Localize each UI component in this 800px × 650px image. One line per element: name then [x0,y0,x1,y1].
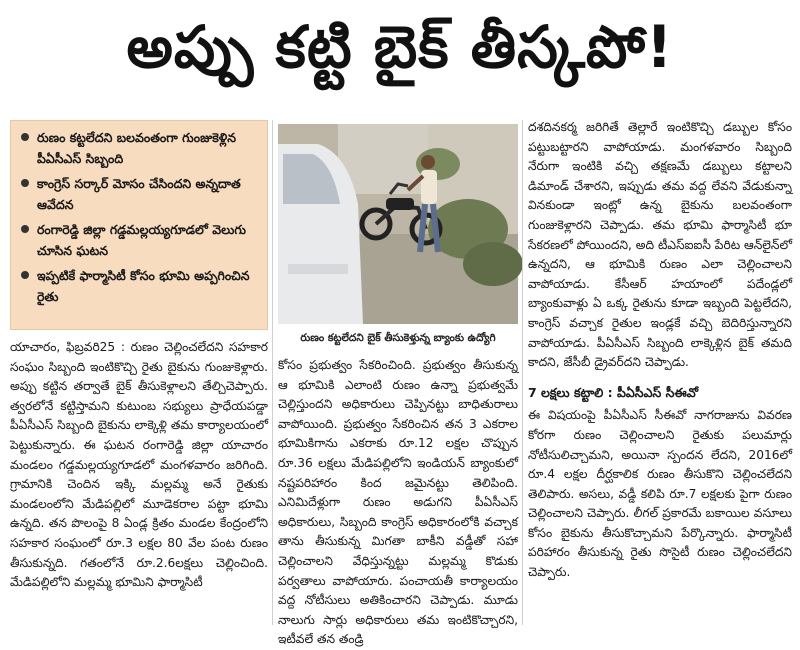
highlight-item [19,127,259,169]
bullet-icon [21,133,29,141]
headline: అప్పు కట్టి బైక్ తీస్కపో! [126,12,674,81]
highlight-item [19,173,259,215]
bullet-icon [21,179,29,187]
article-paragraph: ఈ విషయంపై పీఏసీఎస్ సీఈవో నాగరాజును వివరణ కోరగా రుణం చెల్లించాలని రైతుకు పలుమార్లు నోటీసులిచ్చామని, అయినా స్పందన లేదని, 2016లో రూ.4 లక్షల దీర్ఘకాలిక రుణం తీసుకొని చెల్లించలేదని తెలిపారు. అసలు, వడ్డీ కలిపి రూ.7 లక్షలకు పైగా రుణం చెల్లించాలని చెప్పారు. లీగల్ ప్రకారమే బకాయిల వసూలు కోసం బైకును తీసుకొచ్చామని పేర్కొన్నారు. ఫార్మాసిటీ పరిహారం తీసుకున్న రైతు సొసైటీ రుణం చెల్లించలేదని చెప్పారు. [528,408,792,580]
article-column-left [10,338,268,628]
article-subheading: 7 లక్షలు కట్టాలి : పీఏసీఎస్ సీఈవో [528,384,699,400]
news-photo [278,124,518,324]
column-divider [272,120,273,625]
bullet-icon [21,225,29,233]
highlight-text: కాంగ్రెస్ సర్కార్ మోసం చేసిందని అన్నదాత ఆవేదన [37,176,241,212]
article-column-right [528,118,792,628]
highlight-text: రుణం కట్టలేదని బలవంతంగా గుంజుకెళ్లిన పీఏసీఎస్ సిబ్బంది [37,130,237,166]
photo-caption: రుణం కట్టలేదని బైక్ తీసుకెళ్తున్న బ్యాంకు ఉద్యోగి [300,332,496,344]
column-divider [522,120,523,625]
article-paragraph: దశదినకర్మ జరిగితే తెల్లారే ఇంటికొచ్చి డబ్బుల కోసం పట్టుబట్టారని వాపోయాడు. మంగళవారం సిబ్బంది నేరుగా ఇంటికి వచ్చి తక్షణమే డబ్బులు కట్టాలని డిమాండ్ చేశారని, ఇప్పుడు తమ వద్ద లేవని వేడుకున్నా వినకుండా ఇంట్లో ఉన్న బైకును బలవంతంగా గుంజుకెళ్లారని చెప్పాడు. తమ భూమి ఫార్మాసిటీ భూ సేకరణలో పోయిందని, అది టీఎస్ఐఐసీ పేరిట ఆన్‌లైన్‌లో ఉన్నదని, ఆ భూమికి రుణం ఎలా చెల్లించాలని వాపోయాడు. కేసీఆర్ హయాంలో పదేండ్లలో బ్యాంకువాళ్లు ఏ ఒక్క రైతును కూడా ఇబ్బంది పెట్టలేదని, కాంగ్రెస్ వచ్చాక రైతుల ఇండ్లకే వచ్చి బెదిరిస్తున్నారని వాపోయాడు. పీఏసీఎస్ సిబ్బంది లాక్కెళ్లిన బైక్ తమది కాదని, జేసీబీ డ్రైవర్‌దని చెప్పాడు. [528,120,792,370]
article-column-middle [278,356,518,647]
highlight-item [19,219,259,261]
highlights-box [10,120,268,330]
highlight-text: ఇప్పటికే ఫార్మాసిటీ కోసం భూమి అప్పగించిన రైతు [37,268,250,304]
highlight-item [19,265,259,307]
highlights-list [19,127,259,307]
article-paragraph: కోసం ప్రభుత్వం సేకరించింది. ప్రభుత్వం తీసుకున్న ఆ భూమికి ఎలాంటి రుణం ఉన్నా ప్రభుత్వమే చెల్లిస్తుందని అధికారులు చెప్పినట్టు బాధితురాలు వాపోయింది. ప్రభుత్వం సేకరించిన తన 3 ఎకరాల భూమికిగాను ఎకరాకు రూ.12 లక్షల చొప్పున రూ.36 లక్షలు మేడిపల్లిలోని ఇండియన్ బ్యాంకులో నష్టపరిహారం కింద జమైనట్టు తెలిపింది. ఎనిమిదేళ్లుగా రుణం అడుగని పీఏసీఎస్ అధికారులు, సిబ్బంది కాంగ్రెస్ అధికారంలోకి వచ్చాక తాను తీసుకున్న మిగతా బాకీని వడ్డీతో సహా చెల్లించాలని వేధిస్తున్నట్టు మల్లమ్మ కొడుకు పర్వతాలు వాపోయారు. పంచాయతీ కార్యాలయం వద్ద నోటీసులు అతికించారని చెప్పాడు. మూడు నాలుగు సార్లు అధికారులు తమ ఇంటికొచ్చారని, ఇటీవలే తన తండ్రి [278,358,518,647]
highlight-text: రంగారెడ్డి జిల్లా గడ్డమల్లయ్యగూడలో వెలుగు చూసిన ఘటన [37,222,246,258]
bullet-icon [21,271,29,279]
article-paragraph: యాచారం, ఫిబ్రవరి25 : రుణం చెల్లించలేదని సహకార సంఘం సిబ్బంది ఇంటికొచ్చి రైతు బైకును గుంజుకెళ్లారు. అప్పు కట్టిన తర్వాతే బైక్ తీసుకెళ్లాలని తేల్చిచెప్పారు. త్వరలోనే కట్టిస్తామని కుటుంబ సభ్యులు ప్రాధేయపడ్డా పీఏసీఎస్ సిబ్బంది బైకును లాక్కెళ్లి తమ కార్యాలయంలో పెట్టుకున్నారు. ఈ ఘటన రంగారెడ్డి జిల్లా యాచారం మండలం గడ్డమల్లయ్యగూడలో మంగళవారం జరిగింది. గ్రామానికి చెందిన ఇక్కి మల్లమ్మ అనే రైతుకు మండలంలోని మేడిపల్లిలో మూడెకరాల పట్టా భూమి ఉన్నది. తన పొలంపై 8 ఏండ్ల క్రితం మండల కేంద్రంలోని సహకార సంఘంలో రూ.3 లక్షల 80 వేల పంట రుణం తీసుకున్నది. గతంలోనే రూ.2.6లక్షలు చెల్లించింది. మేడిపల్లిలోని మల్లమ్మ భూమిని ఫార్మాసిటీ [10,340,268,590]
photo-illustration [278,124,518,324]
